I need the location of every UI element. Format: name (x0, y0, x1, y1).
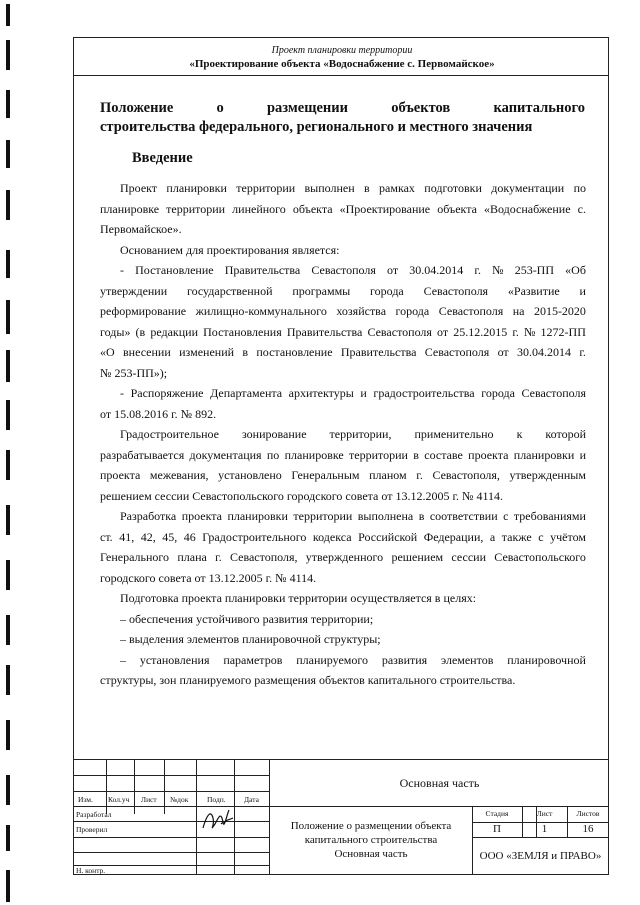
stamp-sheets-label: Листов (576, 809, 600, 818)
stamp-col-podp: Подп. (207, 795, 226, 804)
body-line: - Распоряжение Департамента архитектуры и градостроительства города Севастополя (120, 386, 586, 400)
title-word: Положение (100, 100, 174, 116)
binding-mark (6, 505, 10, 535)
title-word: капитального (493, 100, 585, 116)
running-header-subtitle: Проект планировки территории (271, 45, 413, 56)
body-line: реформирование жилищно-коммунального хозяйства города Севастополя на 2015-2020 (100, 304, 586, 318)
body-line: Разработка проекта планировки территории выполнена в соответствии с требованиями (120, 509, 586, 523)
body-line: Генерального плана г. Севастополя, утвержденного решением сессии Севастопольского (100, 550, 586, 564)
binding-mark (6, 825, 10, 851)
stamp-organization: ООО «ЗЕМЛЯ и ПРАВО» (479, 850, 602, 862)
body-line: - Постановление Правительства Севастополя от 30.04.2014 г. № 253-ПП «Об (120, 263, 586, 277)
body-line: разрабатывается документация по планировке территории в составе проекта планировки и (100, 447, 586, 462)
stamp-col-list: Лист (141, 795, 157, 804)
stamp-col-kolch: Кол.уч (108, 795, 130, 804)
body-line: решением сессии Севастопольского городского совета от 13.12.2005 г. № 4114. (100, 488, 504, 503)
binding-mark (6, 560, 10, 590)
title-block (74, 759, 609, 875)
section-heading: Введение (132, 150, 193, 166)
body-line: № 253-ПП»); (100, 365, 168, 380)
stamp-col-izm: Изм. (78, 795, 93, 804)
stamp-col-data: Дата (244, 795, 259, 804)
binding-mark (6, 615, 10, 645)
binding-mark (6, 400, 10, 430)
stamp-stage-value: П (493, 823, 501, 835)
body-line: от 15.08.2016 г. № 892. (100, 406, 217, 421)
stamp-col-ndoc: №док (170, 795, 189, 804)
binding-mark (6, 350, 10, 382)
running-header-title: «Проектирование объекта «Водоснабжение с. Первомайское» (189, 58, 495, 70)
binding-mark (6, 300, 10, 334)
binding-mark (6, 250, 10, 278)
binding-mark (6, 40, 10, 70)
binding-mark (6, 665, 10, 695)
body-line: – выделения элементов планировочной структуры; (120, 632, 381, 646)
binding-mark (6, 4, 10, 26)
binding-mark (6, 140, 10, 168)
binding-mark (6, 720, 10, 750)
stamp-role-norm-control: Н. контр. (76, 866, 106, 875)
stamp-role-checker: Проверил (76, 825, 108, 834)
document-title-line1 (100, 100, 585, 117)
stamp-doc-title-line1: Положение о размещении объекта (290, 820, 452, 832)
document-title-line2: строительства федерального, регионального и местного значения (100, 119, 533, 135)
body-line: «О внесении изменений в постановление Правительства Севастополя от 30.04.2014 г. (100, 345, 586, 359)
body-line: проекта межевания, установлено Генеральным планом г. Севастополя, утвержденным (100, 468, 586, 482)
body-line: Подготовка проекта планировки территории осуществляется в целях: (120, 591, 477, 605)
binding-mark (6, 775, 10, 805)
binding-mark (6, 870, 10, 902)
body-line: утверждении государственной программы города Севастополя «Развитие и (100, 283, 586, 298)
stamp-role-developer: Разработал (76, 810, 112, 819)
body-line: Проект планировки территории выполнен в рамках подготовки документации по (120, 181, 586, 195)
title-word: размещении (266, 100, 348, 116)
body-line: – установления параметров планируемого развития элементов планировочной (120, 652, 586, 667)
header-divider (74, 75, 609, 76)
body-line: городского совета от 13.12.2005 г. № 4114. (100, 570, 317, 585)
body-line: Градостроительное зонирование территории, применительно к которой (120, 427, 586, 441)
body-line: – обеспечения устойчивого развития территории; (120, 611, 374, 626)
binding-mark (6, 90, 10, 118)
stamp-stage-label: Стадия (485, 809, 509, 818)
body-line: планировке территории линейного объекта «Проектирование объекта «Водоснабжение с. (100, 201, 586, 216)
body-line: Первомайское». (100, 222, 182, 236)
signature-image (199, 804, 239, 836)
stamp-sheet-label: Лист (536, 809, 553, 818)
binding-mark (6, 190, 10, 220)
binding-mark (6, 450, 10, 480)
title-word: объектов (391, 100, 451, 116)
stamp-doc-title-line2: капитального строительства (304, 834, 438, 846)
stamp-doc-title-line3: Основная часть (334, 848, 408, 860)
body-line: ст. 41, 42, 45, 46 Градостроительного кодекса Российской Федерации, а также с учётом (100, 529, 586, 544)
body-line: годы» (в редакции Постановления Правительства Севастополя от 25.12.2015 г. № 1272-ПП (100, 324, 586, 339)
body-line: структуры, зон планируемого размещения объектов капитального строительства. (100, 673, 516, 687)
body-line: Основанием для проектирования является: (120, 242, 340, 257)
stamp-sheet-value: 1 (541, 823, 548, 835)
stamp-main-label: Основная часть (399, 776, 480, 790)
title-word: о (216, 100, 224, 116)
stamp-sheets-value: 16 (582, 823, 594, 835)
